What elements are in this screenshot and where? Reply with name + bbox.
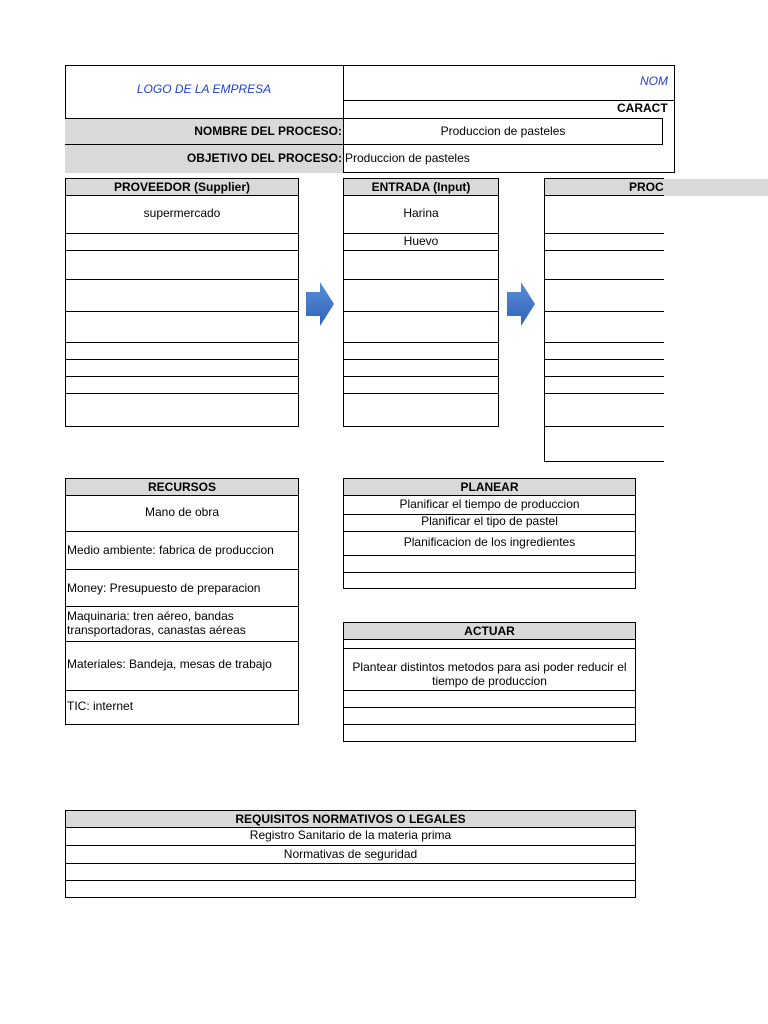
arrow-right-icon [507,282,535,326]
legal-header: REQUISITOS NORMATIVOS O LEGALES [66,811,635,828]
characterization-cell [344,101,675,118]
input-row: Huevo [403,234,439,248]
resources-row: TIC: internet [67,699,134,713]
process-table [544,178,664,462]
act-header: ACTUAR [344,623,635,640]
input-header: ENTRADA (Input) [344,179,498,196]
process-objective-label: OBJETIVO DEL PROCESO: [186,151,342,165]
act-table [343,622,636,742]
plan-row: Planificar el tipo de pastel [421,514,558,528]
company-name-text: NOM [640,74,668,88]
plan-header: PLANEAR [344,479,635,496]
legal-row: Normativas de seguridad [283,847,418,861]
plan-table [343,478,636,589]
process-name-value-cell [343,118,663,145]
process-header-extension [664,179,768,196]
resources-row: Money: Presupuesto de preparacion [67,581,261,595]
process-name-value: Produccion de pasteles [440,124,566,138]
supplier-table [65,178,299,427]
legal-row: Registro Sanitario de la materia prima [249,828,452,842]
supplier-header: PROVEEDOR (Supplier) [66,179,298,196]
arrow-right-icon [306,282,334,326]
plan-row: Planificacion de los ingredientes [403,535,576,549]
resources-header: RECURSOS [66,479,298,496]
company-logo-text: LOGO DE LA EMPRESA [136,82,272,96]
logo-cell [65,65,344,118]
resources-row: Medio ambiente: fabrica de produccion [67,543,274,557]
input-table [343,178,499,427]
plan-row: Planificar el tiempo de produccion [399,497,580,511]
process-name-label: NOMBRE DEL PROCESO: [194,124,342,138]
company-name-cell [344,65,675,101]
legal-table [65,810,636,898]
act-row: Plantear distintos metodos para asi poder reducir el tiempo de produccion [352,660,627,688]
characterization-title: CARACT [617,101,668,115]
resources-table [65,478,299,725]
input-row: Harina [403,206,439,220]
process-name-label-cell [65,118,344,145]
supplier-row: supermercado [143,206,221,220]
process-header: PROC [545,179,664,196]
process-objective-value: Produccion de pasteles [345,151,470,165]
resources-row: Materiales: Bandeja, mesas de trabajo [67,657,272,671]
resources-row: Mano de obra [144,505,220,519]
resources-row: Maquinaria: tren aéreo, bandas transportadoras, canastas aéreas [67,609,246,637]
process-objective-label-cell [65,145,344,173]
